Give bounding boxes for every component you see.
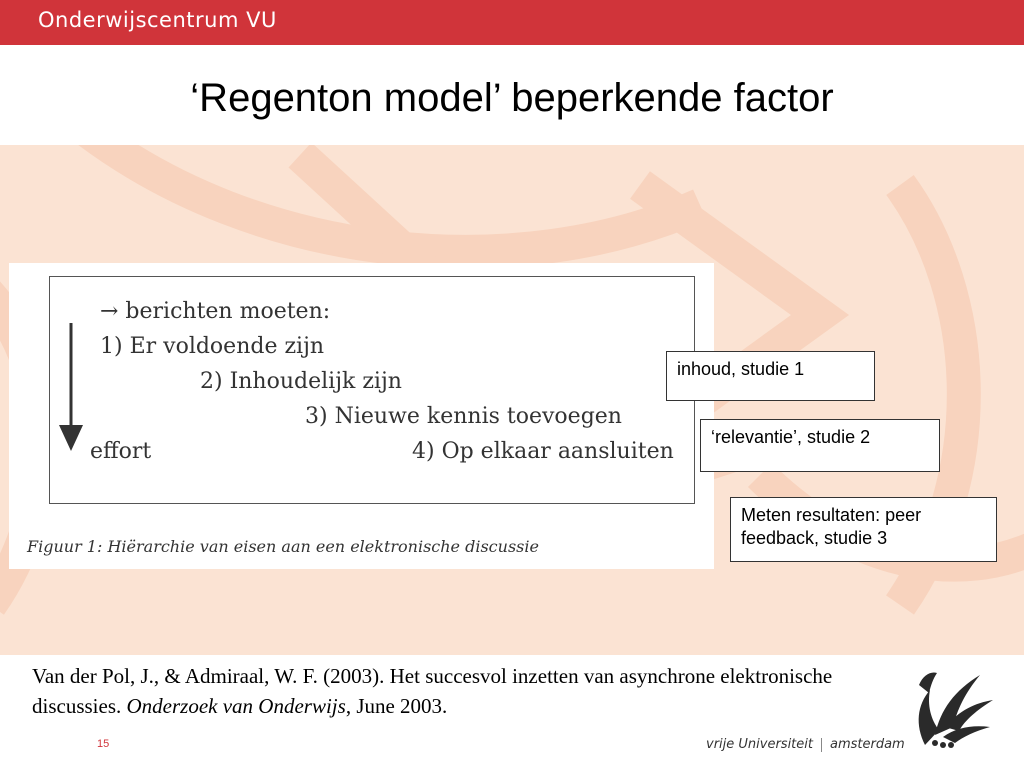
figure-caption: Figuur 1: Hiërarchie van eisen aan een elektronische discussie — [27, 537, 539, 556]
university-logo-text — [706, 737, 905, 752]
note-peer-feedback: Meten resultaten: peer feedback, studie 3 — [730, 497, 997, 562]
logo-word-amsterdam: amsterdam — [829, 737, 905, 752]
page-number: 15 — [97, 738, 110, 750]
figure-frame — [49, 276, 695, 504]
header-bar — [0, 0, 1024, 45]
griffin-logo-icon — [905, 665, 995, 750]
logo-word-vu: vrije Universiteit — [706, 737, 813, 752]
reference-citation — [32, 661, 892, 722]
figure-line-1: → berichten moeten: — [100, 299, 331, 324]
figure-line-4: 3) Nieuwe kennis toevoegen — [305, 404, 622, 429]
note-inhoud: inhoud, studie 1 — [666, 351, 875, 401]
note-relevantie: ‘relevantie’, studie 2 — [700, 419, 940, 472]
figure-line-3: 2) Inhoudelijk zijn — [200, 369, 402, 394]
org-name: Onderwijscentrum VU — [38, 8, 277, 32]
figure-image — [9, 263, 714, 569]
reference-date: , June 2003. — [345, 694, 448, 719]
figure-line-effort: effort — [90, 439, 152, 464]
figure-line-2: 1) Er voldoende zijn — [100, 334, 325, 359]
slide-title: ‘Regenton model’ beperkende factor — [190, 76, 834, 120]
down-arrow-icon — [56, 323, 86, 453]
reference-authors: Van der Pol, J., & Admiraal, W. F. (2003). Het succesvol inzetten van asynchrone elektronische discussies. — [32, 664, 833, 719]
figure-line-5: 4) Op elkaar aansluiten — [412, 439, 674, 464]
reference-journal: Onderzoek van Onderwijs — [126, 694, 346, 719]
